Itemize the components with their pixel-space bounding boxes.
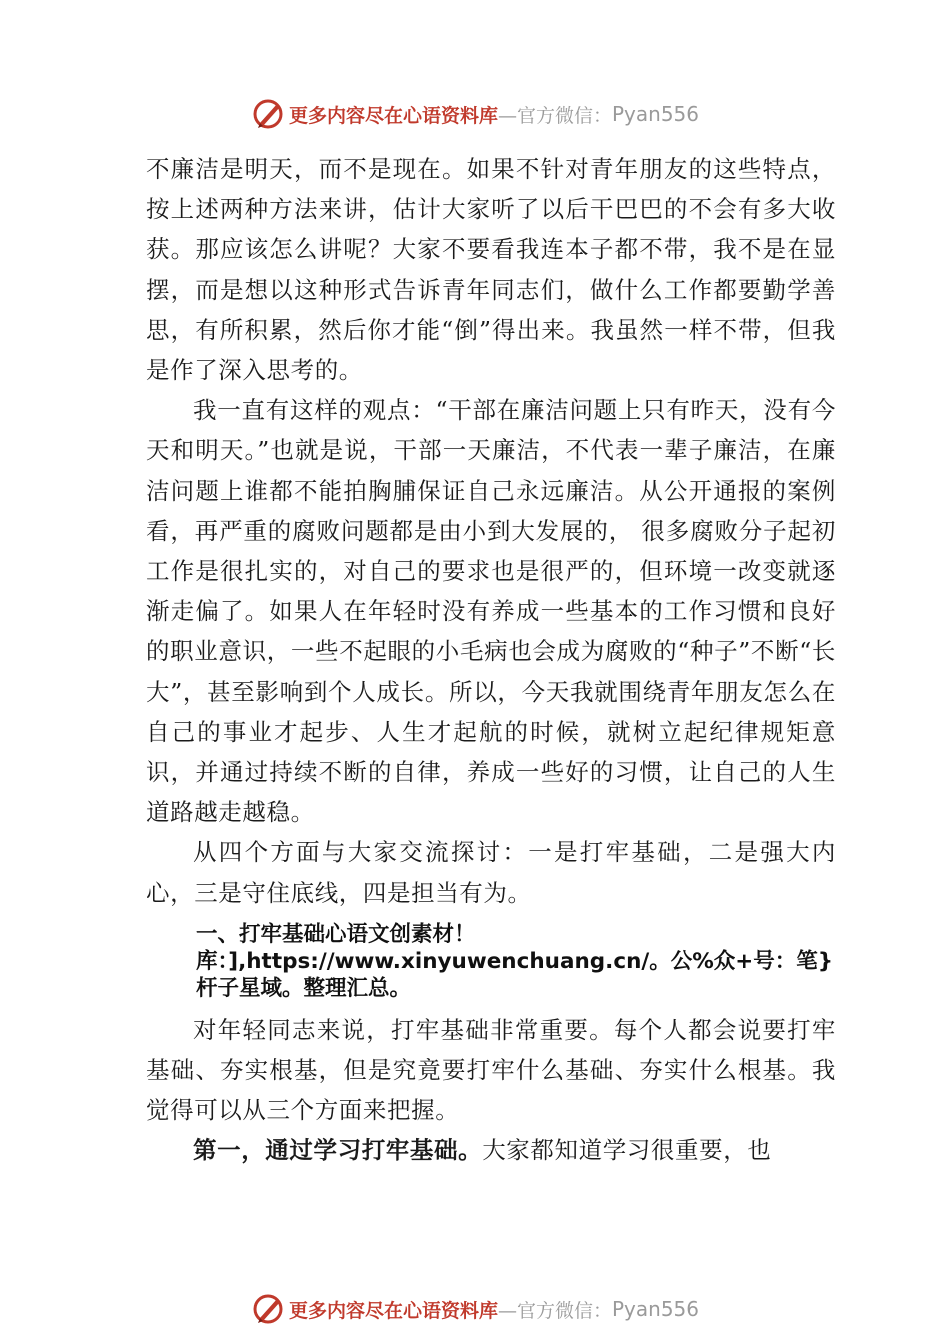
banner-wechat-id: Pyan556 — [612, 1297, 700, 1321]
paragraph-2: 我一直有这样的观点：“干部在廉洁问题上只有昨天，没有今天和明天。”也就是说，干部一天廉洁，不代表一辈子廉洁，在廉洁问题上谁都不能拍胸脯保证自己永远廉洁。从公开通报的案例看，再严重的腐败问题都是由小到大发展的， 很多腐败分子起初工作是很扎实的，对自己的要求也是很严的，但环境一改变就逐渐走偏了。如果人在年轻时没有养成一些基本的工作习惯和良好的职业意识，一些不起眼的小毛病也会成为腐败的“种子”不断“长大”，甚至影响到个人成长。所以，今天我就围绕青年朋友怎么在自己的事业才起步、人生才起航的时候，就树立起纪律规矩意识，并通过持续不断的自律，养成一些好的习惯，让自己的人生道路越走越稳。 — [146, 396, 836, 827]
banner-wechat-label: —官方微信： — [497, 104, 612, 127]
banner-brand-text: 更多内容尽在心语资料库 — [288, 104, 498, 127]
pen-logo-icon — [251, 1292, 285, 1326]
header-banner — [0, 94, 950, 134]
banner-wechat-id: Pyan556 — [612, 102, 700, 126]
document-body — [146, 149, 836, 1171]
paragraph-5 — [146, 1130, 836, 1170]
paragraph-1: 不廉洁是明天，而不是现在。如果不针对青年朋友的这些特点，按上述两种方法来讲，估计大家听了以后干巴巴的不会有多大收获。那应该怎么讲呢？大家不要看我连本子都不带，我不是在显摆，而是想以这种形式告诉青年同志们，做什么工作都要勤学善思，有所积累，然后你才能“倒”得出来。我虽然一样不带，但我是作了深入思考的。 — [146, 155, 836, 385]
paragraph-4: 对年轻同志来说，打牢基础非常重要。每个人都会说要打牢基础、夯实根基，但是究竟要打牢什么基础、夯实什么根基。我觉得可以从三个方面来把握。 — [146, 1015, 836, 1125]
footer-banner — [0, 1289, 950, 1329]
paragraph-5-bold-lead: 第一，通过学习打牢基础。 — [193, 1136, 483, 1165]
pen-logo-icon — [251, 97, 285, 131]
banner-brand-text: 更多内容尽在心语资料库 — [288, 1299, 498, 1322]
paragraph-5-text: 大家都知道学习很重要，也 — [482, 1136, 772, 1165]
banner-wechat-label: —官方微信： — [497, 1299, 612, 1322]
paragraph-3: 从四个方面与大家交流探讨：一是打牢基础，二是强大内心，三是守住底线，四是担当有为。 — [146, 838, 836, 907]
section-heading-1: 一、打牢基础心语文创素材！库：],https://www.xinyuwenchuang.cn/。公%众+号：笔}杆子星域。整理汇总。 — [196, 921, 834, 1001]
